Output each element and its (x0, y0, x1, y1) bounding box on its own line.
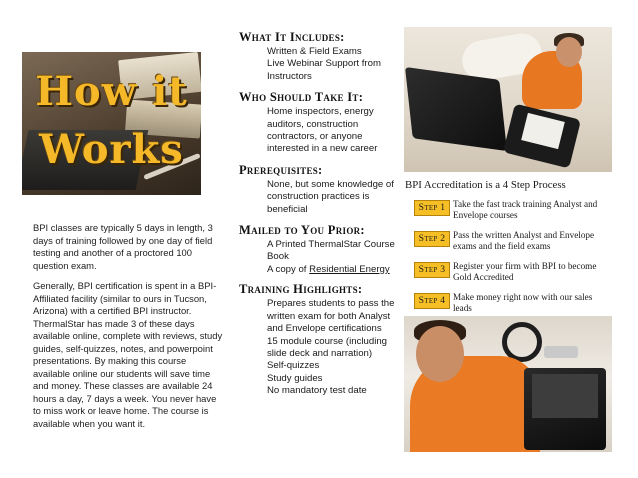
step-badge: Step 1 (414, 200, 450, 216)
list-item: A Printed ThermalStar Course Book (267, 239, 395, 263)
smiling-student-photo (404, 316, 612, 452)
step-badge: Step 4 (414, 293, 450, 309)
student-laptop-photo (404, 27, 612, 172)
list-item: Live Webinar Support from Instructors (267, 58, 381, 82)
list-item: Written & Field Exams (267, 46, 362, 57)
section-prerequisites (239, 163, 404, 216)
step-text: Take the fast track training Analyst and Envelope courses (453, 199, 598, 221)
accreditation-title: BPI Accreditation is a 4 Step Process (405, 179, 566, 191)
course-details (239, 30, 404, 398)
list-item: None, but some knowledge of construction practices is beneficial (267, 178, 394, 215)
list-item-prefix: A copy of (267, 263, 310, 275)
banner-title-line1: How it (35, 68, 188, 115)
section-heading: What It Includes: (239, 30, 345, 44)
section-mailed-to-you (239, 223, 404, 276)
list-item: No mandatory test date (267, 385, 367, 397)
list-item: Self-quizzes (267, 360, 320, 372)
step-item (414, 262, 614, 292)
section-heading: Who Should Take It: (239, 90, 364, 105)
section-what-it-includes (239, 30, 404, 83)
list-item: 15 module course (including slide deck and narration) (267, 335, 387, 359)
list-item (267, 264, 404, 276)
step-item (414, 200, 614, 230)
step-badge: Step 2 (414, 231, 450, 247)
step-item (414, 231, 614, 261)
section-heading: Prerequisites: (239, 162, 323, 177)
intro-text (33, 222, 223, 438)
intro-paragraph-1: BPI classes are typically 5 days in length, 3 days of training followed by one day of field testing and another of a proctored 100 question exam. (33, 222, 213, 271)
section-heading: Mailed to You Prior: (239, 223, 365, 238)
banner-title-line2: Works (39, 126, 184, 173)
list-item: Home inspectors, energy auditors, construction contractors, or anyone interested in a new career (267, 106, 378, 155)
step-badge: Step 3 (414, 262, 450, 278)
step-text: Make money right now with our sales leads (453, 292, 593, 314)
list-item: Prepares students to pass the written exam for both Analyst and Envelope certifications (267, 298, 395, 335)
section-heading: Training Highlights: (239, 282, 363, 297)
step-text: Register your firm with BPI to become Gold Accredited (453, 261, 597, 283)
section-training-highlights (239, 282, 404, 397)
step-text: Pass the written Analyst and Envelope exams and the field exams (453, 230, 595, 252)
list-item: Study guides (267, 372, 323, 384)
how-it-works-banner (22, 52, 201, 195)
residential-energy-link[interactable]: Residential Energy (309, 263, 390, 275)
section-who-should-take-it (239, 90, 404, 156)
laptop-illustration (405, 67, 507, 151)
accreditation-steps (414, 200, 614, 324)
intro-paragraph-2: Generally, BPI certification is spent in a BPI-Affiliated facility (similar to ours in Tucson, Arizona) with a certified BPI instructor. ThermalStar has made 3 of these days available online, complete with reviews, study guides, self-quizzes, notes, and powerpoint presentations. By making this course available online our students will save time and money. These classes are available 24 hours a day, 7 days a week. You never have to miss work or leave home. The course is available when you want it. (33, 280, 223, 429)
